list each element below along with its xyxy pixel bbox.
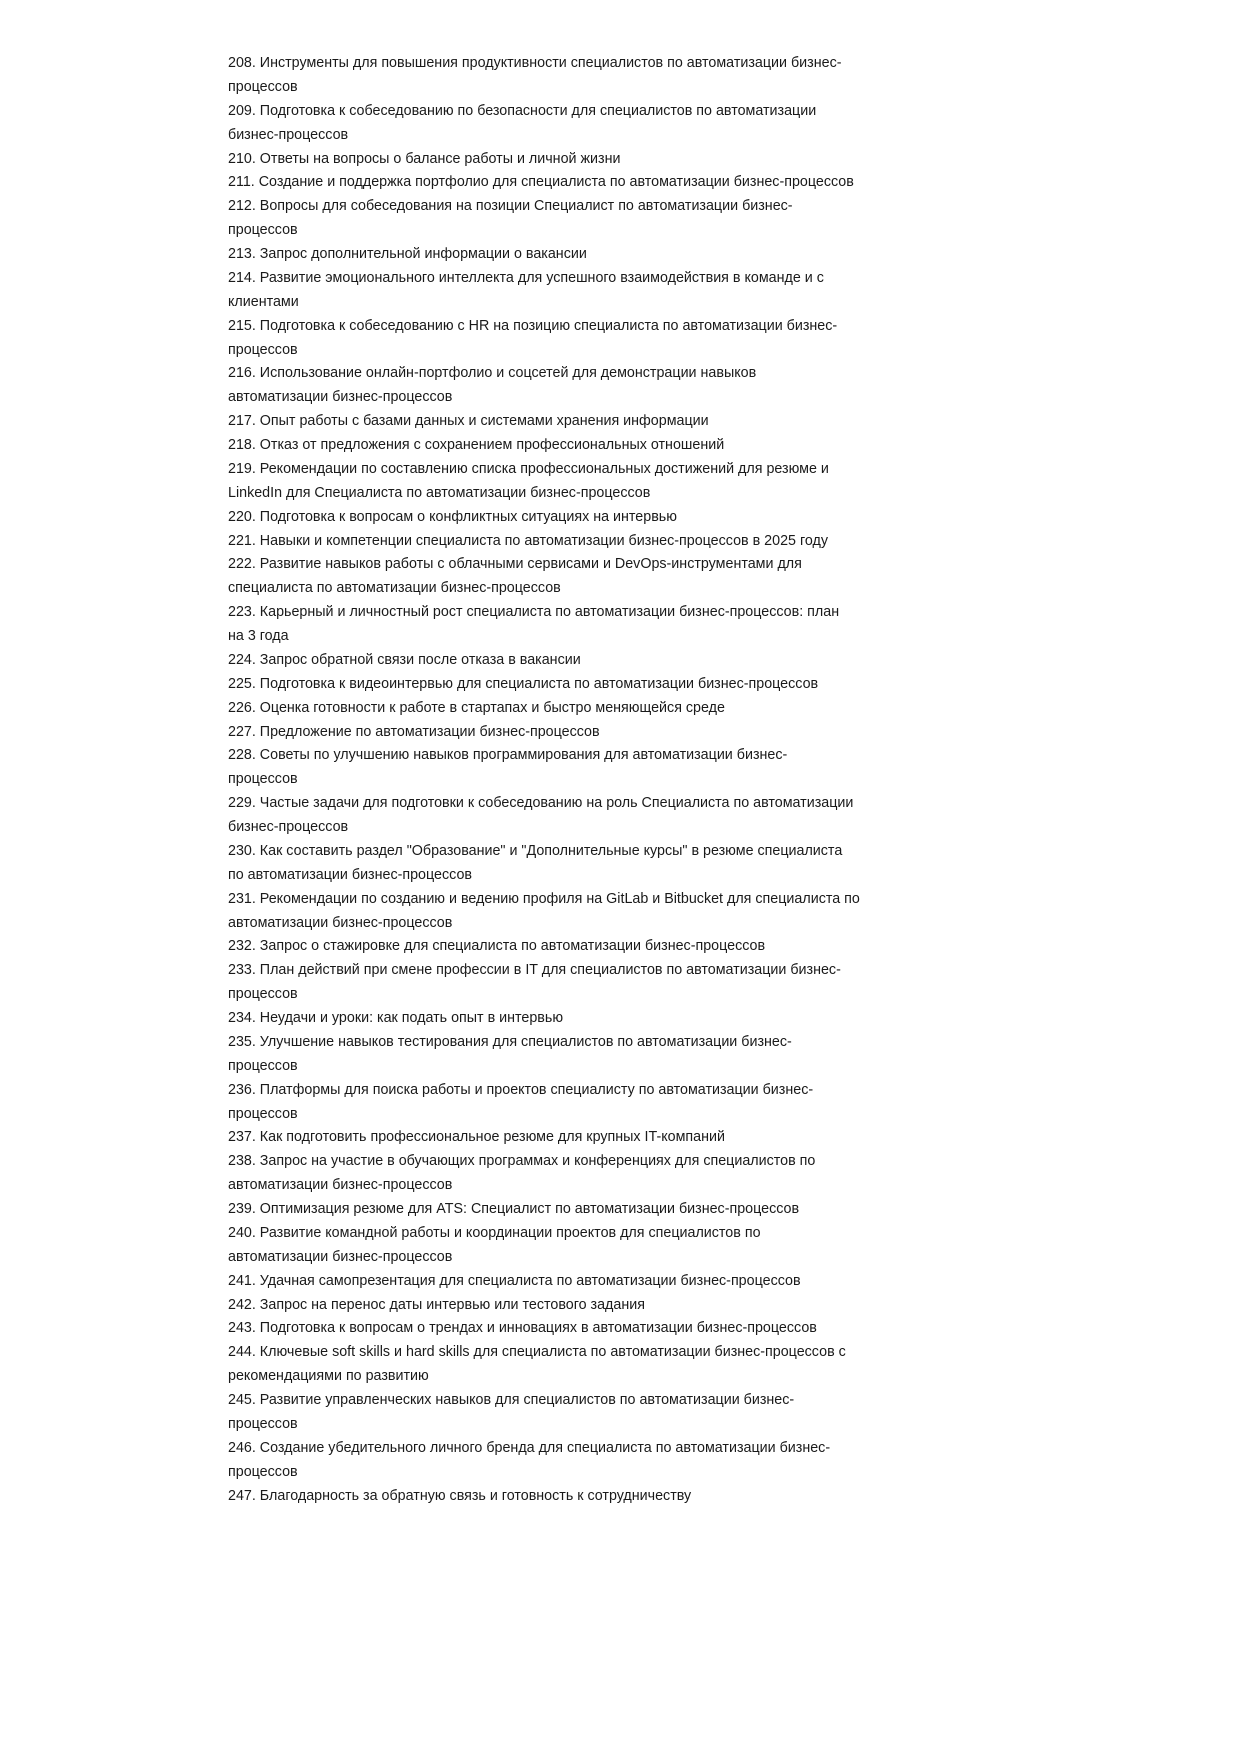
list-item: [228, 1079, 908, 1127]
list-item: [228, 1270, 908, 1294]
list-item: [228, 148, 908, 172]
list-item: [228, 434, 908, 458]
list-item: [228, 1437, 908, 1485]
list-item-text-line: 229. Частые задачи для подготовки к собеседованию на роль Специалиста по автоматизации: [228, 795, 854, 812]
list-item: [228, 362, 908, 410]
list-item: [228, 506, 908, 530]
list-item-text-line: 226. Оценка готовности к работе в стартапах и быстро меняющейся среде: [228, 699, 725, 716]
list-item: [228, 1031, 908, 1079]
list-item: [228, 100, 908, 148]
list-item: [228, 744, 908, 792]
list-item-text-line: 244. Ключевые soft skills и hard skills для специалиста по автоматизации бизнес-процессов с: [228, 1344, 846, 1361]
list-item: [228, 697, 908, 721]
list-item: [228, 673, 908, 697]
list-item-text-line: 214. Развитие эмоционального интеллекта для успешного взаимодействия в команде и с: [228, 269, 824, 286]
list-item-text-line: 212. Вопросы для собеседования на позиции Специалист по автоматизации бизнес-: [228, 198, 793, 215]
list-item-text-line: 225. Подготовка к видеоинтервью для специалиста по автоматизации бизнес-процессов: [228, 675, 819, 692]
list-item: [228, 888, 908, 936]
list-item: [228, 1294, 908, 1318]
list-item-text-line: 230. Как составить раздел "Образование" и "Дополнительные курсы" в резюме специалиста: [228, 842, 843, 859]
list-item: [228, 315, 908, 363]
list-item-text-line: процессов: [228, 222, 298, 239]
list-item: [228, 1126, 908, 1150]
list-item-text-line: процессов: [228, 771, 298, 788]
list-item-text-line: 240. Развитие командной работы и координации проектов для специалистов по: [228, 1224, 761, 1241]
list-item-text-line: 228. Советы по улучшению навыков программирования для автоматизации бизнес-: [228, 747, 788, 764]
list-item-text-line: 218. Отказ от предложения с сохранением профессиональных отношений: [228, 437, 725, 453]
list-item-text-line: 216. Использование онлайн-портфолио и соцсетей для демонстрации навыков: [228, 365, 757, 382]
list-item-text-line: автоматизации бизнес-процессов: [228, 1248, 453, 1265]
list-item-text-line: 215. Подготовка к собеседованию с HR на позицию специалиста по автоматизации бизнес-: [228, 317, 838, 334]
list-item-text-line: 247. Благодарность за обратную связь и готовность к сотрудничеству: [228, 1487, 692, 1504]
list-item-text-line: клиентами: [228, 293, 299, 310]
list-item-text-line: автоматизации бизнес-процессов: [228, 1177, 453, 1194]
list-item: [228, 840, 908, 888]
list-item: [228, 1150, 908, 1198]
list-item-text-line: 217. Опыт работы с базами данных и системами хранения информации: [228, 413, 709, 430]
list-item-text-line: 234. Неудачи и уроки: как подать опыт в интервью: [228, 1010, 564, 1026]
list-item: [228, 52, 908, 100]
list-item-text-line: автоматизации бизнес-процессов: [228, 914, 453, 931]
list-item-text-line: 236. Платформы для поиска работы и проектов специалисту по автоматизации бизнес-: [228, 1081, 814, 1098]
list-item: [228, 1198, 908, 1222]
list-item-text-line: 241. Удачная самопрезентация для специалиста по автоматизации бизнес-процессов: [228, 1272, 801, 1289]
list-item-text-line: 227. Предложение по автоматизации бизнес-процессов: [228, 723, 600, 740]
list-item-text-line: 243. Подготовка к вопросам о трендах и инновациях в автоматизации бизнес-процессов: [228, 1320, 817, 1337]
list-item: [228, 195, 908, 243]
list-item-text-line: 213. Запрос дополнительной информации о вакансии: [228, 246, 587, 262]
list-item-text-line: 233. План действий при смене профессии в IT для специалистов по автоматизации бизнес-: [228, 962, 841, 979]
list-item-text-line: 221. Навыки и компетенции специалиста по автоматизации бизнес-процессов в 2025 году: [228, 532, 828, 549]
list-item: [228, 1222, 908, 1270]
list-item-text-line: процессов: [228, 341, 298, 358]
list-item: [228, 458, 908, 506]
list-item: [228, 792, 908, 840]
list-item-text-line: рекомендациями по развитию: [228, 1368, 429, 1385]
list-item: [228, 171, 908, 195]
list-item-text-line: 224. Запрос обратной связи после отказа в вакансии: [228, 651, 581, 668]
list-item: [228, 1341, 908, 1389]
list-item-text-line: на 3 года: [228, 628, 289, 644]
list-item-text-line: процессов: [228, 78, 298, 95]
list-item-text-line: 232. Запрос о стажировке для специалиста по автоматизации бизнес-процессов: [228, 938, 766, 955]
list-item-text-line: бизнес-процессов: [228, 126, 349, 143]
list-item: [228, 721, 908, 745]
list-item-text-line: LinkedIn для Специалиста по автоматизации бизнес-процессов: [228, 484, 651, 501]
list-item-text-line: 231. Рекомендации по созданию и ведению профиля на GitLab и Bitbucket для специалиста по: [228, 890, 860, 907]
list-item: [228, 1389, 908, 1437]
list-item-text-line: процессов: [228, 986, 298, 1003]
list-item-text-line: 246. Создание убедительного личного бренда для специалиста по автоматизации бизнес-: [228, 1439, 831, 1456]
list-item: [228, 935, 908, 959]
list-item: [228, 267, 908, 315]
list-item-text-line: специалиста по автоматизации бизнес-процессов: [228, 580, 561, 597]
list-item-text-line: 237. Как подготовить профессиональное резюме для крупных IT-компаний: [228, 1129, 725, 1146]
list-item-text-line: 219. Рекомендации по составлению списка профессиональных достижений для резюме и: [228, 460, 829, 477]
list-item-text-line: 220. Подготовка к вопросам о конфликтных ситуациях на интервью: [228, 508, 677, 525]
list-item: [228, 553, 908, 601]
list-item: [228, 959, 908, 1007]
list-item: [228, 1007, 908, 1031]
list-item-text-line: бизнес-процессов: [228, 819, 349, 835]
list-item-text-line: 209. Подготовка к собеседованию по безопасности для специалистов по автоматизации: [228, 102, 817, 119]
list-item-text-line: 210. Ответы на вопросы о балансе работы и личной жизни: [228, 150, 621, 167]
list-item-text-line: 245. Развитие управленческих навыков для специалистов по автоматизации бизнес-: [228, 1392, 795, 1408]
list-item-text-line: процессов: [228, 1057, 298, 1074]
list-item-text-line: процессов: [228, 1415, 298, 1432]
list-item: [228, 1485, 908, 1509]
list-item-text-line: 223. Карьерный и личностный рост специалиста по автоматизации бизнес-процессов: план: [228, 604, 840, 621]
list-item: [228, 649, 908, 673]
list-item: [228, 530, 908, 554]
list-item-text-line: автоматизации бизнес-процессов: [228, 389, 453, 406]
list-item-text-line: 208. Инструменты для повышения продуктивности специалистов по автоматизации бизнес-: [228, 55, 842, 71]
list-item: [228, 1317, 908, 1341]
list-item: [228, 243, 908, 267]
list-item-text-line: 242. Запрос на перенос даты интервью или тестового задания: [228, 1296, 645, 1313]
document-list: [228, 52, 908, 1508]
list-item-text-line: по автоматизации бизнес-процессов: [228, 866, 472, 883]
list-item-text-line: 235. Улучшение навыков тестирования для специалистов по автоматизации бизнес-: [228, 1033, 792, 1050]
list-item-text-line: 211. Создание и поддержка портфолио для специалиста по автоматизации бизнес-процессов: [228, 174, 854, 191]
list-item: [228, 410, 908, 434]
list-item-text-line: 239. Оптимизация резюме для ATS: Специалист по автоматизации бизнес-процессов: [228, 1201, 800, 1217]
list-item-text-line: процессов: [228, 1105, 298, 1122]
list-item-text-line: процессов: [228, 1463, 298, 1480]
list-item: [228, 601, 908, 649]
list-item-text-line: 222. Развитие навыков работы с облачными сервисами и DevOps-инструментами для: [228, 556, 802, 573]
list-item-text-line: 238. Запрос на участие в обучающих программах и конференциях для специалистов по: [228, 1153, 816, 1170]
